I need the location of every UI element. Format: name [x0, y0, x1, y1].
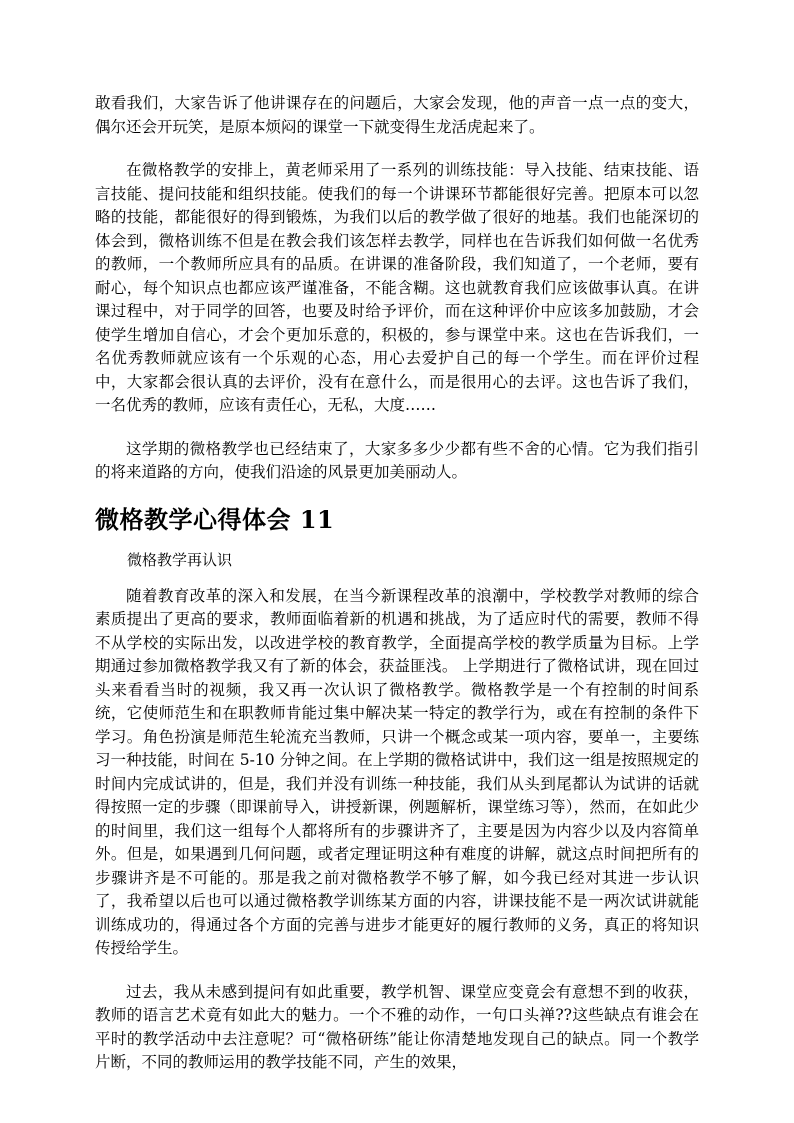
document-page: [95, 92, 699, 1075]
paragraph-questioning: 过去，我从未感到提问有如此重要，教学机智、课堂应变竟会有意想不到的收获，教师的语言艺术竟有如此大的魅力。一个不雅的动作，一句口头禅??这些缺点有谁会在平时的教学活动中去注意呢？可“微格研练”能让你清楚地发现自己的缺点。同一个教学片断，不同的教师运用的教学技能不同，产生的效果，: [95, 982, 699, 1071]
paragraph-reform: 随着教育改革的深入和发展，在当今新课程改革的浪潮中，学校教学对教师的综合素质提出了更高的要求，教师面临着新的机遇和挑战，为了适应时代的需要，教师不得不从学校的实际出发，以改进学校的教育教学，全面提高学校的教学质量为目标。上学期通过参加微格教学我又有了新的体会，获益匪浅。 上学期进行了微格试讲，现在回过头来看看当时的视频，我又再一次认识了微格教学。微格教学是一个有控制的时间系统，它使师范生和在职教师肯能过集中解决某一特定的教学行为，或在有控制的条件下学习。角色扮演是师范生轮流充当教师，只讲一个概念或某一项内容，要单一，主要练习一种技能，时间在 5-10 分钟之间。在上学期的微格试讲中，我们这一组是按照规定的时间内完成试讲的，但是，我们并没有训练一种技能，我们从头到尾都认为试讲的话就得按照一定的步骤（即课前导入，讲授新课，例题解析，课堂练习等），然而，在如此少的时间里，我们这一组每个人都将所有的步骤讲齐了，主要是因为内容少以及内容简单外。但是，如果遇到几何问题，或者定理证明这种有难度的讲解，就这点时间把所有的步骤讲齐是不可能的。那是我之前对微格教学不够了解，如今我已经对其进一步认识了，我希望以后也可以通过微格教学训练某方面的内容，讲课技能不是一两次试讲就能训练成功的，得通过各个方面的完善与进步才能更好的履行教师的义务，真正的将知识传授给学生。: [95, 586, 699, 957]
section-heading: 微格教学心得体会 11: [95, 504, 335, 534]
paragraph-continuation: 敢看我们，大家告诉了他讲课存在的问题后，大家会发现，他的声音一点一点的变大，偶尔还会开玩笑，是原本烦闷的课堂一下就变得生龙活虎起来了。: [95, 94, 699, 136]
section-subtitle: 微格教学再认识: [127, 550, 233, 569]
paragraph-semester-end: 这学期的微格教学也已经结束了，大家多多少少都有些不舍的心情。它为我们指引的将来道路的方向，使我们沿途的风景更加美丽动人。: [95, 439, 699, 481]
paragraph-training-skills: 在微格教学的安排上，黄老师采用了一系列的训练技能：导入技能、结束技能、语言技能、提问技能和组织技能。使我们的每一个讲课环节都能很好完善。把原本可以忽略的技能，都能很好的得到锻炼，为我们以后的教学做了很好的地基。我们也能深切的体会到，微格训练不但是在教会我们该怎样去教学，同样也在告诉我们如何做一名优秀的教师，一个教师所应具有的品质。在讲课的准备阶段，我们知道了，一个老师，要有耐心，每个知识点也都应该严谨准备，不能含糊。这也就教育我们应该做事认真。在讲课过程中，对于同学的回答，也要及时给予评价，而在这种评价中应该多加鼓励，才会使学生增加自信心，才会个更加乐意的，积极的，参与课堂中来。这也在告诉我们，一名优秀教师就应该有一个乐观的心态，用心去爱护自己的每一个学生。而在评价过程中，大家都会很认真的去评价，没有在意什么，而是很用心的去评。这也告诉了我们，一名优秀的教师，应该有责任心，无私，大度……: [95, 161, 699, 414]
